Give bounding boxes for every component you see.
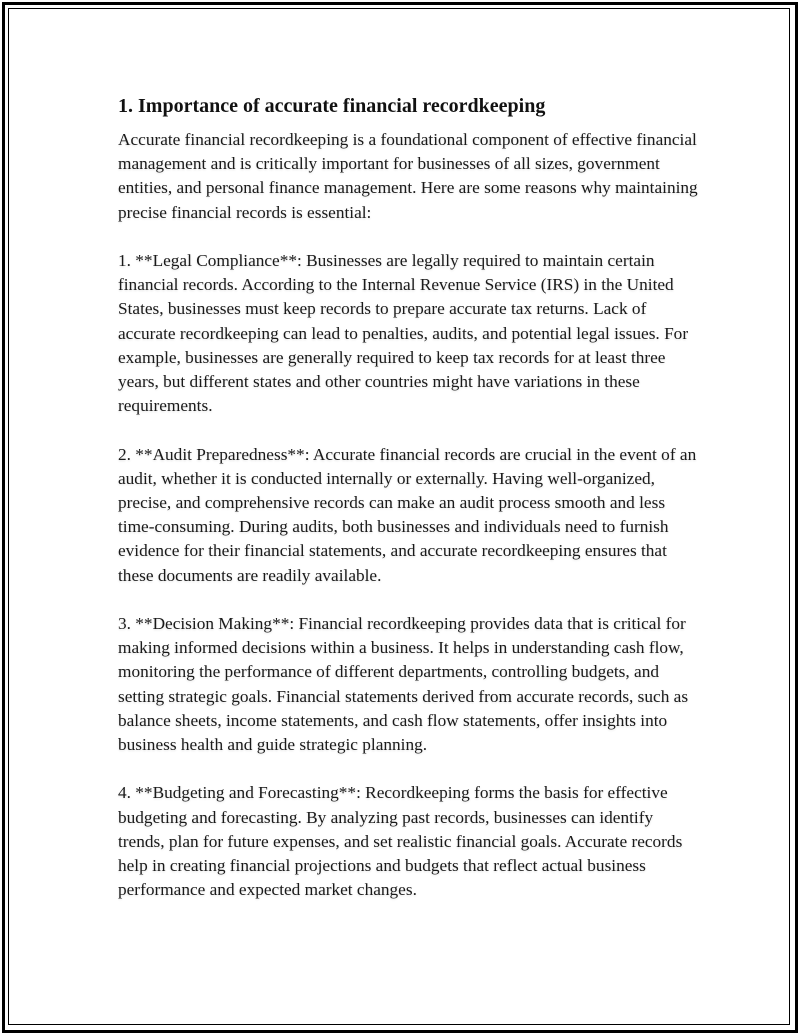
page-title: 1. Importance of accurate financial recordkeeping: [118, 95, 546, 117]
legal-compliance-paragraph: 1. **Legal Compliance**: Businesses are legally required to maintain certain financial records. According to the Internal Revenue Service (IRS) in the United States, businesses must keep records to prepare accurate tax returns. Lack of accurate recordkeeping can lead to penalties, audits, and potential legal issues. For example, businesses are generally required to keep tax records for at least three years, but different states and other countries might have variations in these requirements.: [118, 251, 689, 416]
decision-making-paragraph: 3. **Decision Making**: Financial recordkeeping provides data that is critical for making informed decisions within a business. It helps in understanding cash flow, monitoring the performance of different departments, controlling budgets, and setting strategic goals. Financial statements derived from accurate records, such as balance sheets, income statements, and cash flow statements, offer insights into business health and guide strategic planning.: [118, 614, 689, 755]
document-body: [118, 92, 698, 927]
intro-paragraph: Accurate financial recordkeeping is a foundational component of effective financial management and is critically important for businesses of all sizes, government entities, and personal finance management. Here are some reasons why maintaining precise financial records is essential:: [118, 130, 698, 222]
audit-preparedness-paragraph: 2. **Audit Preparedness**: Accurate financial records are crucial in the event of an audit, whether it is conducted internally or externally. Having well-organized, precise, and comprehensive records can make an audit process smooth and less time-consuming. During audits, both businesses and individuals need to furnish evidence for their financial statements, and accurate recordkeeping ensures that these documents are readily available.: [118, 444, 697, 585]
budgeting-forecasting-paragraph: 4. **Budgeting and Forecasting**: Recordkeeping forms the basis for effective budgeting and forecasting. By analyzing past records, businesses can identify trends, plan for future expenses, and set realistic financial goals. Accurate records help in creating financial projections and budgets that reflect actual business performance and expected market changes.: [118, 783, 683, 900]
